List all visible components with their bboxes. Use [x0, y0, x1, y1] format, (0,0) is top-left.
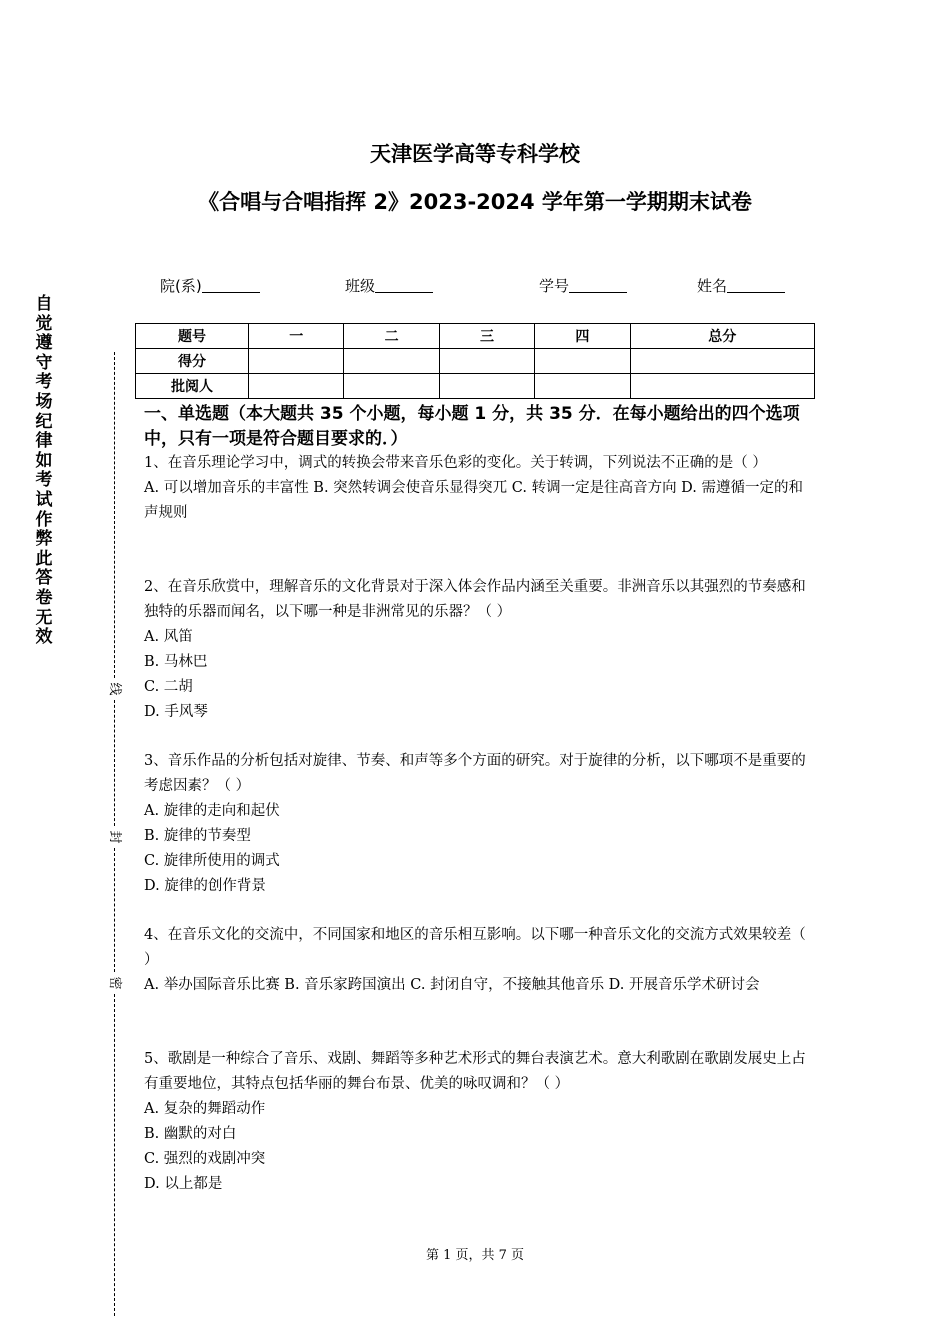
department-field[interactable]: [160, 275, 260, 296]
score-table-header: 题号: [136, 324, 249, 349]
page-number: 第 1 页，共 7 页: [425, 1248, 525, 1263]
question-2: [144, 575, 812, 725]
grader-cell[interactable]: [630, 374, 814, 399]
section-title: 一、单选题（本大题共 35 个小题，每小题 1 分，共 35 分．在每小题给出的四个选项中，只有一项是符合题目要求的．）: [144, 404, 800, 449]
option-c[interactable]: C. 强烈的戏剧冲突: [144, 1151, 266, 1167]
question-stem: 4、在音乐文化的交流中，不同国家和地区的音乐相互影响。以下哪一种音乐文化的交流方式效果较差（ ）: [144, 927, 806, 968]
student-id-field[interactable]: [539, 275, 627, 296]
question-options: A. 可以增加音乐的丰富性 B. 突然转调会使音乐显得突兀 C. 转调一定是往高音方向 D. 需遵循一定的和声规则: [144, 480, 804, 521]
option-c[interactable]: C. 二胡: [144, 679, 193, 695]
score-cell[interactable]: [439, 349, 534, 374]
question-stem: 5、歌剧是一种综合了音乐、戏剧、舞蹈等多种艺术形式的舞台表演艺术。意大利歌剧在歌剧发展史上占有重要地位，其特点包括华丽的舞台布景、优美的咏叹调和？（ ）: [144, 1051, 806, 1092]
score-row-label: 得分: [136, 349, 249, 374]
score-cell[interactable]: [344, 349, 439, 374]
grader-cell[interactable]: [249, 374, 344, 399]
question-stem: 2、在音乐欣赏中，理解音乐的文化背景对于深入体会作品内涵至关重要。非洲音乐以其强烈的节奏感和独特的乐器而闻名，以下哪一种是非洲常见的乐器？（ ）: [144, 579, 806, 620]
score-cell[interactable]: [630, 349, 814, 374]
score-table: [135, 323, 815, 399]
score-table-header-row: [136, 324, 815, 349]
question-4: [144, 923, 812, 998]
option-a[interactable]: A. 复杂的舞蹈动作: [144, 1101, 266, 1117]
name-label: 姓名: [697, 277, 728, 295]
class-field[interactable]: [345, 275, 433, 296]
score-table-header: 总分: [630, 324, 814, 349]
grader-cell[interactable]: [535, 374, 630, 399]
score-table-header: 二: [344, 324, 439, 349]
score-cell[interactable]: [249, 349, 344, 374]
option-d[interactable]: D. 以上都是: [144, 1176, 223, 1192]
name-field[interactable]: [697, 275, 785, 296]
question-1: [144, 451, 812, 526]
student-info-row: [0, 275, 950, 299]
class-label: 班级: [345, 277, 376, 295]
grader-cell[interactable]: [439, 374, 534, 399]
grader-cell[interactable]: [344, 374, 439, 399]
exam-title: 《合唱与合唱指挥 2》2023-2024 学年第一学期期末试卷: [198, 190, 752, 214]
exam-discipline-notice: 自觉遵守考场纪律如考试作弊此答卷无效: [35, 294, 53, 648]
score-table-header: 三: [439, 324, 534, 349]
binding-mark-secret: 密: [107, 976, 122, 990]
option-b[interactable]: B. 幽默的对白: [144, 1126, 237, 1142]
binding-line: [114, 352, 115, 678]
binding-line: [114, 848, 115, 972]
score-table-row: [136, 374, 815, 399]
score-table-header: 四: [535, 324, 630, 349]
question-5: [144, 1047, 812, 1197]
binding-mark-line: 线: [107, 682, 122, 696]
option-a[interactable]: A. 风笛: [144, 629, 193, 645]
binding-mark-seal: 封: [107, 830, 122, 844]
score-cell[interactable]: [535, 349, 630, 374]
question-options: A. 举办国际音乐比赛 B. 音乐家跨国演出 C. 封闭自守，不接触其他音乐 D. 开展音乐学术研讨会: [144, 977, 760, 993]
school-name: 天津医学高等专科学校: [370, 142, 580, 166]
binding-line: [114, 700, 115, 826]
department-label: 院(系): [160, 277, 202, 295]
binding-line: [114, 994, 115, 1316]
question-3: [144, 749, 812, 899]
student-id-label: 学号: [539, 277, 570, 295]
option-b[interactable]: B. 旋律的节奏型: [144, 828, 251, 844]
grader-row-label: 批阅人: [136, 374, 249, 399]
option-c[interactable]: C. 旋律所使用的调式: [144, 853, 280, 869]
question-stem: 1、在音乐理论学习中，调式的转换会带来音乐色彩的变化。关于转调，下列说法不正确的是（ ）: [144, 455, 767, 471]
question-stem: 3、音乐作品的分析包括对旋律、节奏、和声等多个方面的研究。对于旋律的分析，以下哪项不是重要的考虑因素？（ ）: [144, 753, 806, 794]
score-table-header: 一: [249, 324, 344, 349]
option-b[interactable]: B. 马林巴: [144, 654, 208, 670]
score-table-row: [136, 349, 815, 374]
option-a[interactable]: A. 旋律的走向和起伏: [144, 803, 280, 819]
option-d[interactable]: D. 旋律的创作背景: [144, 878, 266, 894]
option-d[interactable]: D. 手风琴: [144, 704, 208, 720]
